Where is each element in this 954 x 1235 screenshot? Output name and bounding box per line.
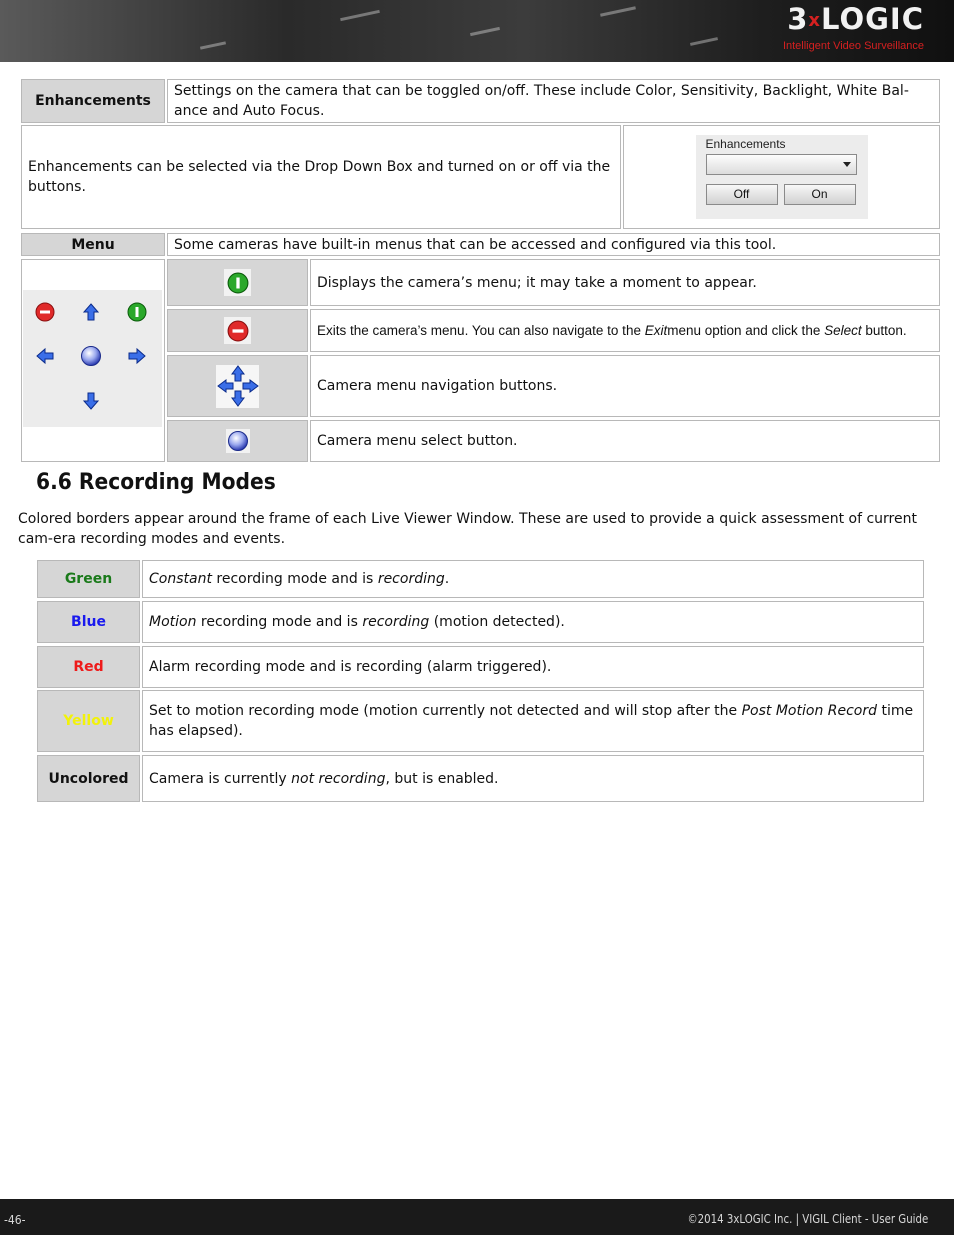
mode-label-blue: Blue [37,601,140,643]
enhancements-widget-screenshot [696,135,868,219]
select-circle-icon [226,429,250,453]
select-circle-icon[interactable] [80,345,102,367]
mode-description-yellow: Set to motion recording mode (motion currently not detected and will stop after the Post Motion Record time has elapsed). [142,690,924,752]
menu-description-cell: Some cameras have built-in menus that can be accessed and configured via this tool. [167,233,940,256]
menu-row-text-cell: Camera menu select button. [310,420,940,462]
mode-description-red: Alarm recording mode and is recording (alarm triggered). [142,646,924,688]
menu-row-icon-cell [167,309,308,352]
chevron-down-icon [843,162,851,167]
green-power-icon[interactable] [126,301,148,323]
section-intro-paragraph: Colored borders appear around the frame of each Live Viewer Window. These are used to provide a quick assessment of current cam-era recording modes and events. [18,511,917,547]
footer-copyright: ©2014 3xLOGIC Inc. | VIGIL Client - User Guide [687,1212,928,1226]
mode-description-blue: Motion recording mode and is recording (motion detected). [142,601,924,643]
mode-description-uncolored: Camera is currently not recording, but is enabled. [142,755,924,802]
enhancements-description-cell: Settings on the camera that can be toggled on/off. These include Color, Sensitivity, Backlight, White Bal-ance and Auto Focus. [167,79,940,123]
page-number: -46- [4,1213,26,1227]
red-stop-icon [224,317,251,344]
menu-row-icon-cell [167,355,308,417]
arrow-right-icon[interactable] [126,345,148,367]
3xlogic-logo: 3xLOGIC Intelligent Video Surveillance [782,2,924,52]
menu-row-text-cell: Displays the camera’s menu; it may take a moment to appear. [310,259,940,306]
logo-tagline: Intelligent Video Surveillance [782,40,924,52]
mode-label-yellow: Yellow [37,690,140,752]
arrow-down-icon[interactable] [80,390,102,412]
page-footer [0,1199,954,1235]
arrow-up-icon[interactable] [80,301,102,323]
section-title: 6.6 Recording Modes [36,470,276,495]
enhancements-detail-cell: Enhancements can be selected via the Drop Down Box and turned on or off via the buttons. [21,125,621,229]
menu-row-text-cell: Exits the camera’s menu. You can also navigate to the Exitmenu option and click the Select button. [310,309,940,352]
menu-row-icon-cell [167,259,308,306]
menu-row-icon-cell [167,420,308,462]
mode-description-green: Constant recording mode and is recording. [142,560,924,598]
menu-label-cell: Menu [21,233,165,256]
mode-label-green: Green [37,560,140,598]
arrows-navigation-icon [216,365,259,408]
green-power-icon [224,269,251,296]
menu-row-text-cell: Camera menu navigation buttons. [310,355,940,417]
enhancement-off-button[interactable]: Off [706,184,778,205]
enhancements-widget-cell [623,125,940,229]
enhancements-label-cell: Enhancements [21,79,165,123]
enhancement-on-button[interactable]: On [784,184,856,205]
enhancements-widget-caption: Enhancements [705,137,786,151]
red-stop-icon[interactable] [34,301,56,323]
mode-label-red: Red [37,646,140,688]
arrow-left-icon[interactable] [34,345,56,367]
page-header-banner [0,0,954,62]
enhancements-dropdown[interactable] [706,154,857,175]
camera-menu-pad [23,290,162,427]
mode-label-uncolored: Uncolored [37,755,140,802]
